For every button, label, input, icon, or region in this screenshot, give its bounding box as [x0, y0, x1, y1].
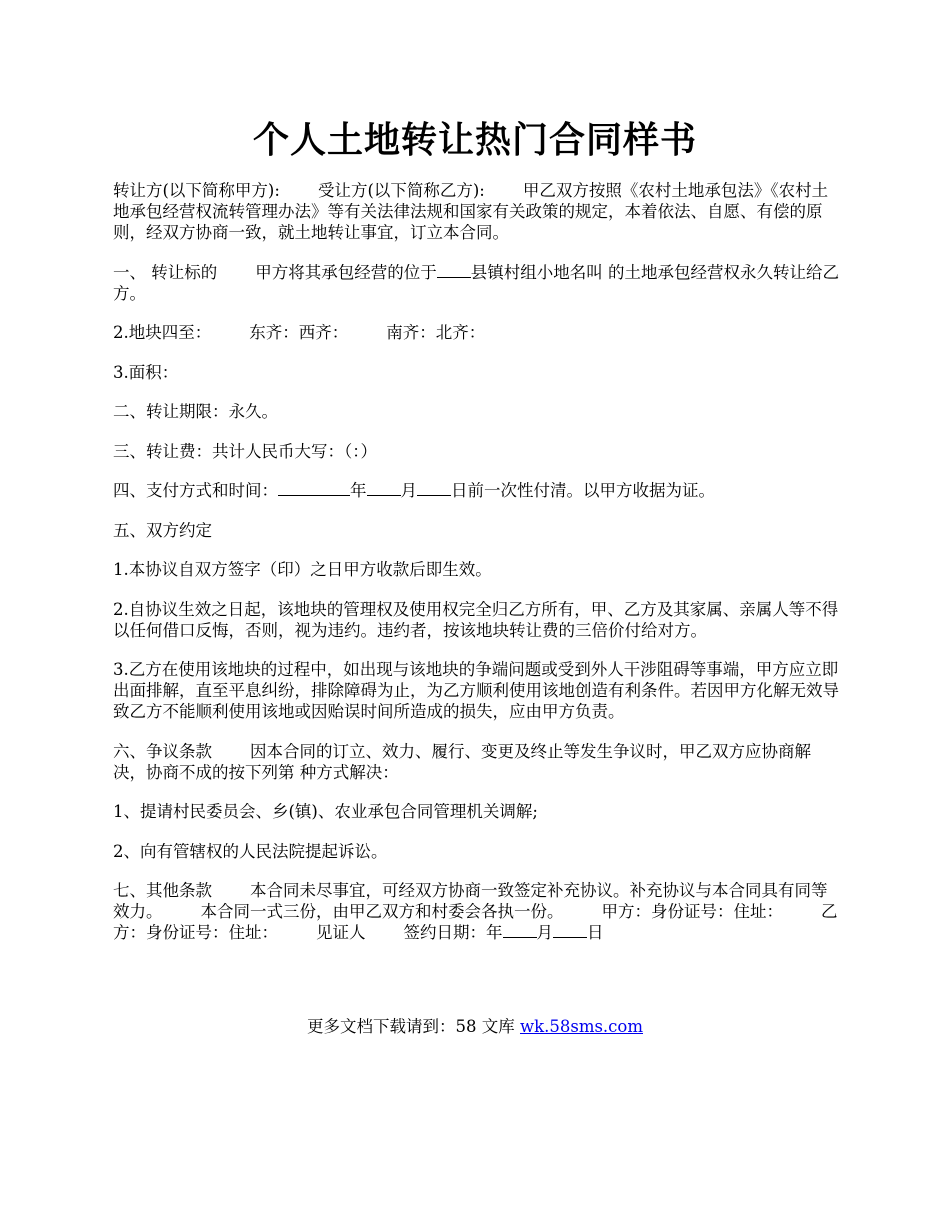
section-4	[113, 480, 843, 501]
sign-day-blank	[553, 923, 587, 938]
section-4-text: 日前一次性付清。以甲方收据为证。	[451, 481, 715, 500]
section-6-item-2: 2、向有管辖权的人民法院提起诉讼。	[113, 841, 388, 861]
sign-month-label: 月	[536, 923, 553, 942]
sign-day-label: 日	[587, 923, 604, 942]
year-blank	[278, 481, 350, 496]
sign-date-label: 签约日期：年	[403, 923, 503, 942]
section-6	[113, 741, 843, 783]
year-label: 年	[350, 481, 367, 500]
section-5-item-2: 2.自协议生效之日起，该地块的管理权及使用权完全归乙方所有，甲、乙方及其家属、亲属人等不得以任何借口反悔，否则，视为违约。违约者，按该地块转让费的三倍价付给对方。	[113, 599, 839, 640]
section-5-item-1: 1.本协议自双方签字（印）之日甲方收款后即生效。	[113, 560, 492, 579]
party-b-signature: 乙方：身份证号：住址：	[113, 902, 838, 942]
intro-paragraph	[113, 180, 843, 243]
month-label: 月	[400, 481, 417, 500]
section-7	[113, 880, 843, 943]
section-1	[113, 262, 843, 304]
location-blank	[437, 263, 471, 278]
section-4-heading: 四、支付方式和时间：	[113, 481, 278, 500]
section-6-text: 因本合同的订立、效力、履行、变更及终止等发生争议时，甲乙双方应协商解决，协商不成的按下列第 种方式解决：	[113, 741, 811, 782]
section-7-heading: 七、其他条款	[113, 881, 212, 900]
section-3: 三、转让费：共计人民币大写：（：）	[113, 441, 377, 461]
footer	[0, 1013, 950, 1037]
section-1-text-b: 县镇村组小地名叫 的土地承包经营权永久转让给乙方。	[113, 262, 839, 303]
party-a-signature: 甲方：身份证号：住址：	[601, 902, 783, 921]
boundaries-label: 2.地块四至：	[113, 323, 212, 342]
day-blank	[417, 481, 451, 496]
section-5-item-3: 3.乙方在使用该地块的过程中，如出现与该地块的争端问题或受到外人干涉阻碍等事端，甲方应立即出面排解，直至平息纠纷，排除障碍为止，为乙方顺利使用该地创造有利条件。若因甲方化解无效导致乙方不能顺利使用该地或因贻误时间所造成的损失，应由甲方负责。	[113, 660, 839, 721]
month-blank	[367, 481, 401, 496]
footer-text: 更多文档下载请到：58 文库	[306, 1017, 520, 1036]
contract-body	[113, 180, 843, 962]
intro-text: 甲乙双方按照《农村土地承包法》《农村土地承包经营权流转管理办法》等有关法律法规和国家有关政策的规定，本着依法、自愿、有偿的原则，经双方协商一致，就土地转让事宜，订立本合同。	[113, 181, 829, 242]
boundaries-east-west: 东齐：西齐：	[249, 323, 349, 342]
boundaries-south-north: 南齐：北齐：	[386, 323, 486, 342]
section-2: 二、转让期限：永久。	[113, 402, 278, 421]
footer-link[interactable]: wk.58sms.com	[519, 1017, 643, 1036]
section-7-text-a: 本合同未尽事宜，可经双方协商一致签定补充协议。补充协议与本合同具有同等效力。	[113, 881, 828, 921]
section-1-area: 3.面积：	[113, 362, 179, 382]
transferee-label: 受让方(以下简称乙方):	[317, 181, 485, 200]
section-5: 五、双方约定	[113, 520, 212, 540]
section-1-text-a: 甲方将其承包经营的位于	[255, 262, 437, 282]
section-7-text-b: 本合同一式三份，由甲乙双方和村委会各执一份。	[200, 902, 564, 921]
witness-label: 见证人	[316, 923, 366, 942]
section-1-heading: 一、 转让标的	[113, 262, 218, 282]
sign-month-blank	[503, 923, 537, 938]
transferor-label: 转让方(以下简称甲方):	[113, 181, 280, 200]
document-title: 个人土地转让热门合同样书	[252, 119, 697, 161]
section-6-heading: 六、争议条款	[113, 741, 212, 761]
section-1-boundaries	[113, 322, 843, 343]
section-6-item-1: 1、提请村民委员会、乡(镇)、农业承包合同管理机关调解;	[113, 802, 538, 821]
